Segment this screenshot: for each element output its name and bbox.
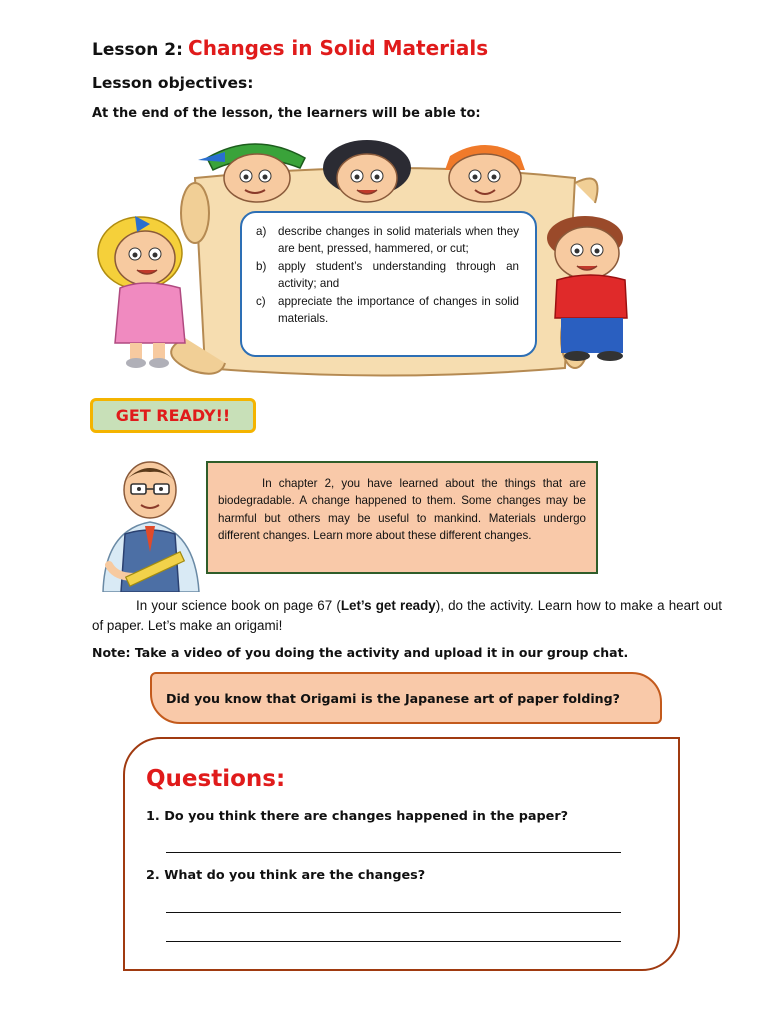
question-2: 2. What do you think are the changes? [146,868,426,883]
get-ready-banner: GET READY!! [90,398,256,433]
objective-item [256,223,519,258]
objective-text: apply student’s understanding through an activity; and [278,259,519,291]
objective-text: describe changes in solid materials when they are bent, pressed, hammered, or cut; [278,225,519,256]
objective-text: appreciate the importance of changes in solid materials. [278,294,519,326]
activity-text-bold: Let’s get ready [340,598,436,613]
note-line: Note: Take a video of you doing the activity and upload it in our group chat. [92,645,629,660]
lesson-title: Changes in Solid Materials [188,36,489,60]
objectives-list [256,223,519,327]
lesson-heading [92,36,488,60]
answer-line-3[interactable] [166,941,621,942]
chapter-intro-text: In chapter 2, you have learned about the things that are biodegradable. A change happened to them. Some changes may be harmful but others may be useful to mankind. Materials undergo different changes. Learn more about these different changes. [218,477,586,543]
activity-text-after: ), do the activity. Learn how to make a heart out of paper. Let’s make an origami! [92,598,722,633]
objectives-box [240,211,537,357]
questions-title: Questions: [146,766,286,792]
answer-line-2[interactable] [166,912,621,913]
objectives-intro: At the end of the lesson, the learners will be able to: [92,106,481,121]
objectives-heading: Lesson objectives: [92,74,254,92]
objective-item [256,258,519,293]
objective-marker: c) [256,294,266,308]
answer-line-1[interactable] [166,852,621,853]
teacher-illustration [95,460,205,592]
did-you-know-box: Did you know that Origami is the Japanese art of paper folding? [150,672,662,724]
activity-paragraph [92,596,722,636]
lesson-label: Lesson 2: [92,40,183,60]
question-1: 1. Do you think there are changes happened in the paper? [146,809,569,824]
objective-item [256,293,519,328]
objective-marker: b) [256,259,267,273]
activity-text-before: In your science book on page 67 ( [136,598,341,613]
chapter-intro-box [206,461,598,574]
objective-marker: a) [256,225,267,238]
